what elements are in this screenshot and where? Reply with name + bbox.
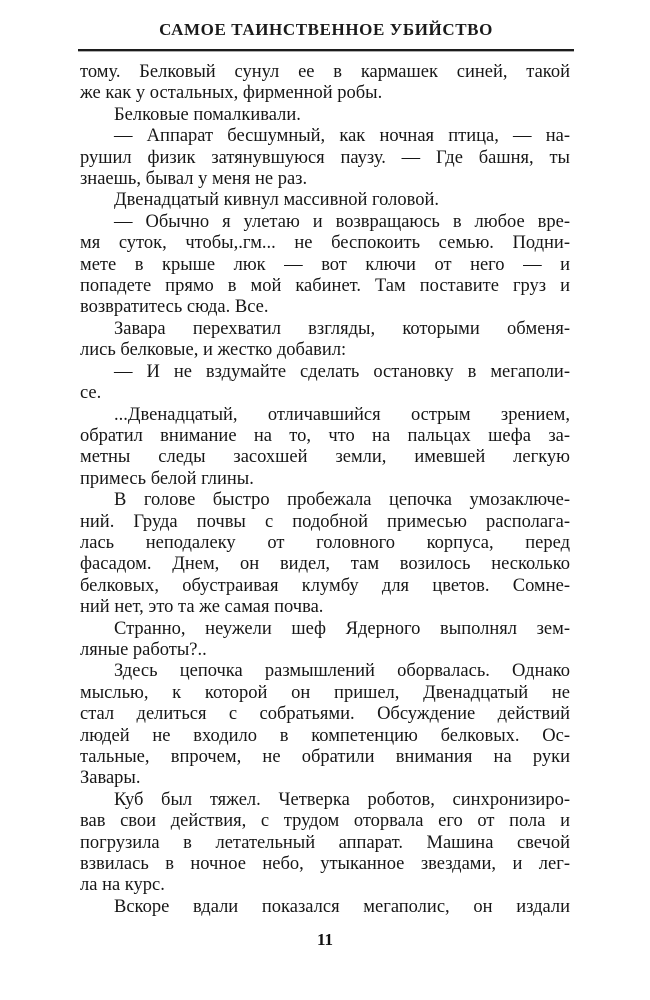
text-line: Двенадцатый кивнул массивной головой. xyxy=(114,190,439,211)
text-line: метны следы засохшей земли, имевшей легкую xyxy=(80,447,570,468)
text-line: Вскоре вдали показался мегаполис, он издали xyxy=(114,896,570,917)
text-line: — Аппарат бесшумный, как ночная птица, — на- xyxy=(114,126,570,147)
text-line: примесь белой глины. xyxy=(80,468,254,489)
text-line: ляные работы?.. xyxy=(80,639,207,660)
header-rule xyxy=(78,49,574,51)
text-line: ний нет, это та же самая почва. xyxy=(80,597,324,618)
text-line: лась неподалеку от головного корпуса, перед xyxy=(80,532,570,553)
text-line: Завара перехватил взгляды, которыми обменя- xyxy=(114,318,570,339)
text-line: рушил физик затянувшуюся паузу. — Где башня, ты xyxy=(80,147,570,168)
running-header: САМОЕ ТАИНСТВЕННОЕ УБИЙСТВО xyxy=(159,20,493,39)
text-line: лись белковые, и жестко добавил: xyxy=(80,340,347,361)
text-line: фасадом. Днем, он видел, там возилось несколько xyxy=(80,554,570,575)
text-line: погрузила в летательный аппарат. Машина свечой xyxy=(80,832,570,853)
text-line: стал делиться с собратьями. Обсуждение действий xyxy=(80,704,570,725)
text-line: В голове быстро пробежала цепочка умозаключе- xyxy=(114,490,570,511)
text-line: — Обычно я улетаю и возвращаюсь в любое вре- xyxy=(114,211,570,232)
text-line: Куб был тяжел. Четверка роботов, синхронизиро- xyxy=(114,789,570,810)
text-line: белковых, обустраивая клумбу для цветов. Сомне- xyxy=(80,575,570,596)
text-line: попадете прямо в мой кабинет. Там поставите груз и xyxy=(80,276,570,297)
text-line: взвилась в ночное небо, утыканное звездами, и лег- xyxy=(80,854,570,875)
text-line: вав свои действия, с трудом оторвала его от пола и xyxy=(80,811,570,832)
text-line: мыслью, к которой он пришел, Двенадцатый не xyxy=(80,682,570,703)
text-line: людей не входило в компетенцию белковых. Ос- xyxy=(80,725,570,746)
text-line: Здесь цепочка размышлений оборвалась. Однако xyxy=(114,661,570,682)
text-line: же как у остальных, фирменной робы. xyxy=(80,83,383,104)
text-line: тому. Белковый сунул ее в кармашек синей, такой xyxy=(80,62,570,82)
text-line: знаешь, бывал у меня не раз. xyxy=(80,169,308,190)
text-line: Завары. xyxy=(80,768,141,789)
text-line: возвратитесь сюда. Все. xyxy=(80,297,269,318)
text-line: мя суток, чтобы,.гм... не беспокоить семью. Подни- xyxy=(80,233,570,254)
text-line: тальные, впрочем, не обратили внимания на руки xyxy=(80,747,570,767)
text-line: ...Двенадцатый, отличавшийся острым зрением, xyxy=(114,404,570,425)
text-line: ний. Груда почвы с подобной примесью располага- xyxy=(80,511,570,532)
text-line: мете в крыше люк — вот ключи от него — и xyxy=(80,254,570,275)
text-line: Белковые помалкивали. xyxy=(114,104,301,125)
text-line: — И не вздумайте сделать остановку в мегаполи- xyxy=(114,361,570,382)
text-line: се. xyxy=(80,383,102,404)
page-body xyxy=(80,62,570,918)
page-number: 11 xyxy=(316,930,334,949)
text-line: обратил внимание на то, что на пальцах шефа за- xyxy=(80,425,570,446)
text-line: ла на курс. xyxy=(80,875,165,896)
text-line: Странно, неужели шеф Ядерного выполнял зем- xyxy=(114,618,570,639)
